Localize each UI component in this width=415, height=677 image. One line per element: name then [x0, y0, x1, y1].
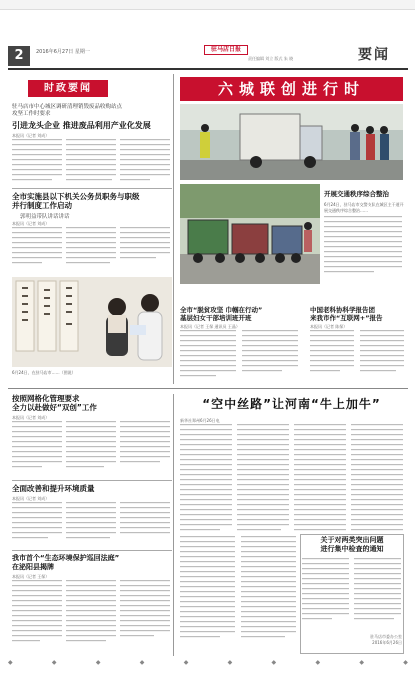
- traffic-caption-lines: [324, 216, 404, 280]
- paper-name-stamp: 驻马店日报: [204, 45, 248, 55]
- ornament-icon: ◆: [271, 658, 277, 666]
- feature-headline: “空中丝路”让河南“牛上加牛”: [202, 397, 381, 411]
- ornament-icon: ◆: [8, 658, 13, 666]
- traffic-photo-bottom: [180, 184, 320, 284]
- article6-headline: 全面改善和提升环境质量: [12, 484, 95, 493]
- traffic-caption-text: 6月24日，驻马店市交警支队在城区主干道开展交通秩序综合整治……: [324, 202, 404, 213]
- article7-body: [12, 580, 172, 654]
- header-rule: [8, 68, 408, 70]
- feature-byline: 新华社郑州6月26日电: [180, 418, 220, 423]
- notice-headline: 关于对两类突出问题 进行集中检查的通知: [320, 536, 384, 553]
- traffic-caption-body: [324, 216, 404, 284]
- article1-body: [12, 139, 172, 189]
- article1-byline: 本报讯（记者 刘成）: [12, 133, 50, 138]
- article-divider: [12, 550, 172, 551]
- feature-body: [180, 424, 403, 538]
- six-cities-banner: 六城联创进行时: [180, 77, 403, 101]
- article7-text-lines: [12, 580, 172, 650]
- article3-byline: 本报讯（记者 王保 通讯员 王晶）: [180, 324, 240, 329]
- notice: [302, 536, 402, 646]
- notice-date: 2016年6月26日: [372, 639, 402, 645]
- page-header: [8, 44, 408, 68]
- article1-headline: 引进龙头企业 推进废品利用产业化发展: [12, 121, 151, 130]
- politics-news-banner: 时政要闻: [28, 80, 108, 97]
- footer-ornament: [8, 659, 408, 665]
- traffic-photo-top-drawing: [180, 104, 403, 180]
- date-line: 2016年6月27日 星期一: [36, 49, 90, 55]
- feature-text-lines: [180, 424, 403, 534]
- article4-byline: 本报讯（记者 陈保）: [310, 324, 348, 329]
- article-divider: [12, 188, 172, 189]
- article2-text-lines: [12, 227, 172, 269]
- editor-meta: 责任编辑 刘立 版式 朱 晓: [248, 56, 294, 61]
- traffic-photo-top: [180, 104, 403, 180]
- article5-text-lines: [12, 421, 172, 477]
- ornament-icon: ◆: [139, 658, 145, 666]
- section-divider: [8, 388, 408, 389]
- feature-text-lines-lower: [180, 536, 298, 646]
- article2-headline: 全市实施县以下机关公务员职务与职级 并行制度工作启动: [12, 192, 140, 211]
- article4-body: [310, 330, 405, 388]
- article5-body: [12, 421, 172, 481]
- column-divider: [173, 394, 174, 656]
- article1-kicker: 驻马店市中心城区调研清理销毁废品收购站点 攻坚工作时要求: [12, 104, 123, 117]
- article2-body: [12, 227, 172, 273]
- article2-byline: 本报讯（记者 刘成）: [12, 221, 50, 226]
- article3-body: [180, 330, 300, 388]
- exhibition-photo-caption: 6月24日，在驻马店市……（图说）: [12, 370, 76, 375]
- article4-text-lines: [310, 330, 405, 384]
- notice-text-lines: [302, 558, 402, 632]
- notice-signature: 驻马店市委办公室: [370, 633, 402, 639]
- section-title: 要闻: [358, 47, 390, 63]
- ornament-icon: ◆: [315, 658, 321, 666]
- ornament-icon: ◆: [51, 658, 57, 666]
- exhibition-photo-drawing: [12, 277, 172, 367]
- article2-subtitle: 郭明益带队讲话讲话: [20, 214, 70, 220]
- traffic-photo-bottom-drawing: [180, 184, 320, 284]
- ornament-icon: ◆: [359, 658, 364, 666]
- article5-headline: 按照网格化管理要求 全力以赴做好“双创”工作: [12, 394, 97, 413]
- feature-body-lower: [180, 536, 298, 650]
- exhibition-photo: [12, 277, 172, 367]
- ornament-icon: ◆: [183, 658, 189, 666]
- page-number: 2: [8, 46, 30, 66]
- article4-headline: 中国老科协科学报告团 来我市作“互联网+”报告: [310, 306, 383, 323]
- ornament-icon: ◆: [227, 658, 233, 666]
- top-margin-strip: [0, 0, 415, 10]
- article5-byline: 本报讯（记者 刘成）: [12, 415, 50, 420]
- article6-body: [12, 502, 172, 552]
- ornament-icon: ◆: [95, 658, 101, 666]
- article6-text-lines: [12, 502, 172, 548]
- article7-headline: 我市首个“生态环境保护巡回法庭” 在泌阳县揭牌: [12, 554, 120, 571]
- ornament-icon: ◆: [403, 658, 408, 666]
- article3-text-lines: [180, 330, 300, 384]
- traffic-caption-title: 开展交通秩序综合整治: [324, 190, 389, 198]
- article3-headline: 全市“脱贫攻坚 巾帼在行动” 基层妇女干部培训班开班: [180, 306, 263, 323]
- column-divider: [173, 74, 174, 384]
- article-divider: [12, 480, 172, 481]
- article1-text-lines: [12, 139, 172, 185]
- article6-byline: 本报讯（记者 刘成）: [12, 496, 50, 501]
- article7-byline: 本报讯（记者 王保）: [12, 574, 50, 579]
